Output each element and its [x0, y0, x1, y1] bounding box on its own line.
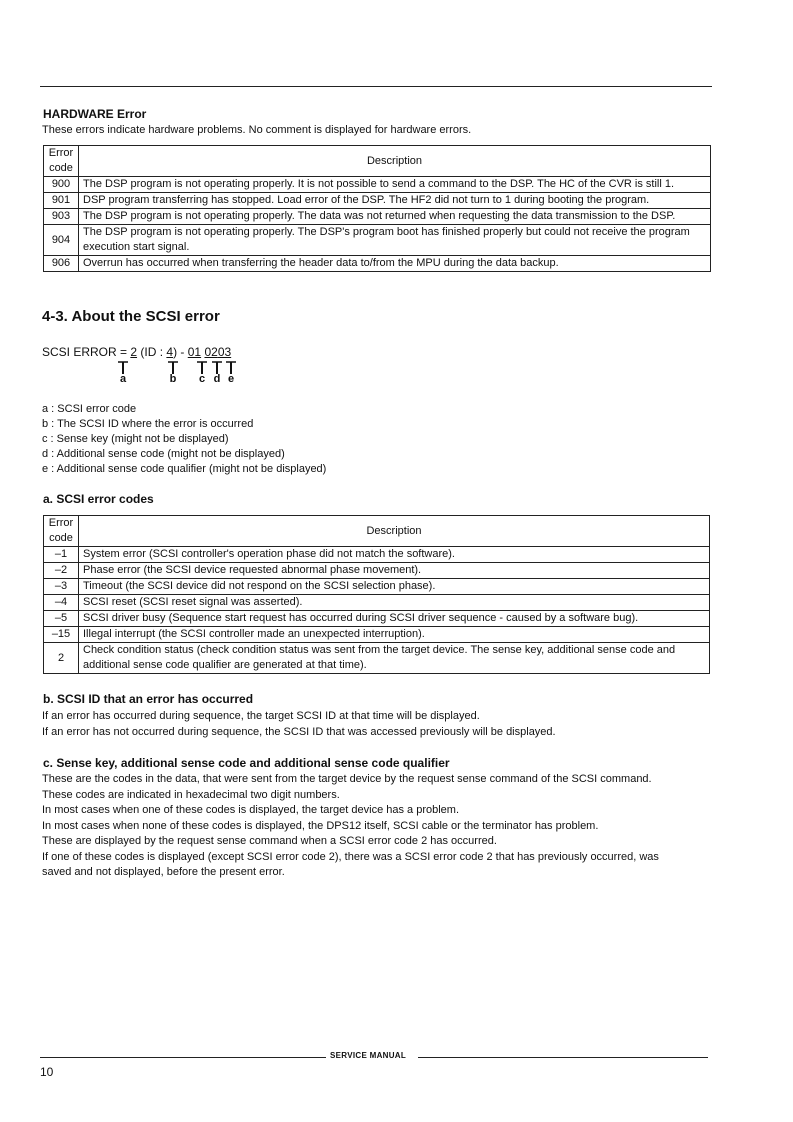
error-code-cell: 904: [44, 225, 79, 256]
legend-item: b : The SCSI ID where the error is occurred: [42, 418, 254, 430]
table-row: [44, 627, 710, 643]
formula-part-b: 4: [166, 345, 174, 359]
error-code-cell: –15: [44, 627, 79, 643]
description-cell: Timeout (the SCSI device did not respond on the SCSI selection phase).: [79, 579, 710, 595]
table-row: [44, 177, 711, 193]
marker-label: d: [213, 373, 221, 385]
table-row: [44, 209, 711, 225]
scsi-error-codes-table: [43, 515, 710, 674]
scsi-error-codes-title: a. SCSI error codes: [43, 492, 154, 506]
error-code-cell: –3: [44, 579, 79, 595]
sense-key-line: In most cases when one of these codes is displayed, the target device has a problem.: [42, 804, 460, 816]
description-cell: The DSP program is not operating properly. The DSP's program boot has finished properly but could not receive the program execution start signal.: [79, 225, 711, 256]
marker-label: e: [227, 373, 235, 385]
formula-mid: (ID :: [137, 345, 167, 359]
column-header-code: Error code: [44, 516, 79, 547]
table-row: [44, 643, 710, 674]
scsi-id-line: If an error has occurred during sequence, the target SCSI ID at that time will be displayed.: [42, 710, 480, 722]
table-row: [44, 547, 710, 563]
description-cell: SCSI driver busy (Sequence start request has occurred during SCSI driver sequence - caused by a software bug).: [79, 611, 710, 627]
footer-title: SERVICE MANUAL: [330, 1051, 407, 1060]
table-row: [44, 225, 711, 256]
formula-part-e: 03: [217, 345, 232, 359]
legend-item: a : SCSI error code: [42, 403, 137, 415]
sense-key-line: saved and not displayed, before the present error.: [42, 866, 285, 878]
description-cell: Phase error (the SCSI device requested abnormal phase movement).: [79, 563, 710, 579]
sense-key-title: c. Sense key, additional sense code and additional sense code qualifier: [43, 756, 450, 770]
table-row: [44, 563, 710, 579]
scsi-id-line: If an error has not occurred during sequence, the SCSI ID that was accessed previously will be displayed.: [42, 726, 556, 738]
description-cell: SCSI reset (SCSI reset signal was asserted).: [79, 595, 710, 611]
sense-key-line: These are displayed by the request sense command when a SCSI error code 2 has occurred.: [42, 835, 497, 847]
error-code-cell: 2: [44, 643, 79, 674]
footer-rule-left: [40, 1057, 326, 1058]
error-code-cell: 900: [44, 177, 79, 193]
table-header-row: [44, 516, 710, 547]
sense-key-line: These codes are indicated in hexadecimal two digit numbers.: [42, 789, 340, 801]
marker-label: c: [198, 373, 206, 385]
scsi-error-formula: [42, 345, 231, 359]
table-row: [44, 579, 710, 595]
error-code-cell: –1: [44, 547, 79, 563]
table-row: [44, 193, 711, 209]
error-code-cell: –4: [44, 595, 79, 611]
formula-prefix: SCSI ERROR =: [42, 345, 131, 359]
column-header-description: Description: [79, 146, 711, 177]
description-cell: Overrun has occurred when transferring the header data to/from the MPU during the data backup.: [79, 256, 711, 272]
formula-part-a: 2: [130, 345, 138, 359]
hardware-error-intro: These errors indicate hardware problems. No comment is displayed for hardware errors.: [42, 124, 472, 136]
sense-key-line: These are the codes in the data, that were sent from the target device by the request sense command of the SCSI command.: [42, 773, 652, 785]
error-code-cell: 903: [44, 209, 79, 225]
legend-item: d : Additional sense code (might not be displayed): [42, 448, 285, 460]
marker-label: b: [169, 373, 177, 385]
page-number: 10: [40, 1065, 54, 1079]
legend-item: c : Sense key (might not be displayed): [42, 433, 229, 445]
section-heading-scsi-error: 4-3. About the SCSI error: [42, 308, 220, 325]
formula-part-d: 02: [204, 345, 218, 359]
table-row: [44, 256, 711, 272]
description-cell: DSP program transferring has stopped. Load error of the DSP. The HF2 did not turn to 1 during booting the program.: [79, 193, 711, 209]
legend-item: e : Additional sense code qualifier (might not be displayed): [42, 463, 327, 475]
error-code-cell: –5: [44, 611, 79, 627]
table-row: [44, 611, 710, 627]
table-row: [44, 595, 710, 611]
column-header-description: Description: [79, 516, 710, 547]
footer-rule-right: [418, 1057, 708, 1058]
error-code-cell: –2: [44, 563, 79, 579]
marker-label: a: [119, 373, 127, 385]
table-header-row: [44, 146, 711, 177]
hardware-error-title: HARDWARE Error: [43, 107, 147, 121]
description-cell: System error (SCSI controller's operation phase did not match the software).: [79, 547, 710, 563]
formula-dash: ) -: [173, 345, 188, 359]
formula-legend: [42, 402, 326, 477]
sense-key-line: In most cases when none of these codes is displayed, the DPS12 itself, SCSI cable or the terminator has problem.: [42, 820, 599, 832]
description-cell: Illegal interrupt (the SCSI controller made an unexpected interruption).: [79, 627, 710, 643]
top-rule: [40, 86, 712, 87]
formula-part-c: 01: [187, 345, 202, 359]
sense-key-line: If one of these codes is displayed (except SCSI error code 2), there was a SCSI error code 2 that has previously occurred, was: [42, 851, 659, 863]
description-cell: The DSP program is not operating properly. The data was not returned when requesting the data transmission to the DSP.: [79, 209, 711, 225]
column-header-code: Error code: [44, 146, 79, 177]
error-code-cell: 901: [44, 193, 79, 209]
description-cell: Check condition status (check condition status was sent from the target device. The sense key, additional sense code and additional sense code qualifier are generated at that time).: [79, 643, 710, 674]
hardware-error-table: [43, 145, 711, 272]
error-code-cell: 906: [44, 256, 79, 272]
description-cell: The DSP program is not operating properly. It is not possible to send a command to the DSP. The HC of the CVR is still 1.: [79, 177, 711, 193]
scsi-id-title: b. SCSI ID that an error has occurred: [43, 692, 254, 706]
